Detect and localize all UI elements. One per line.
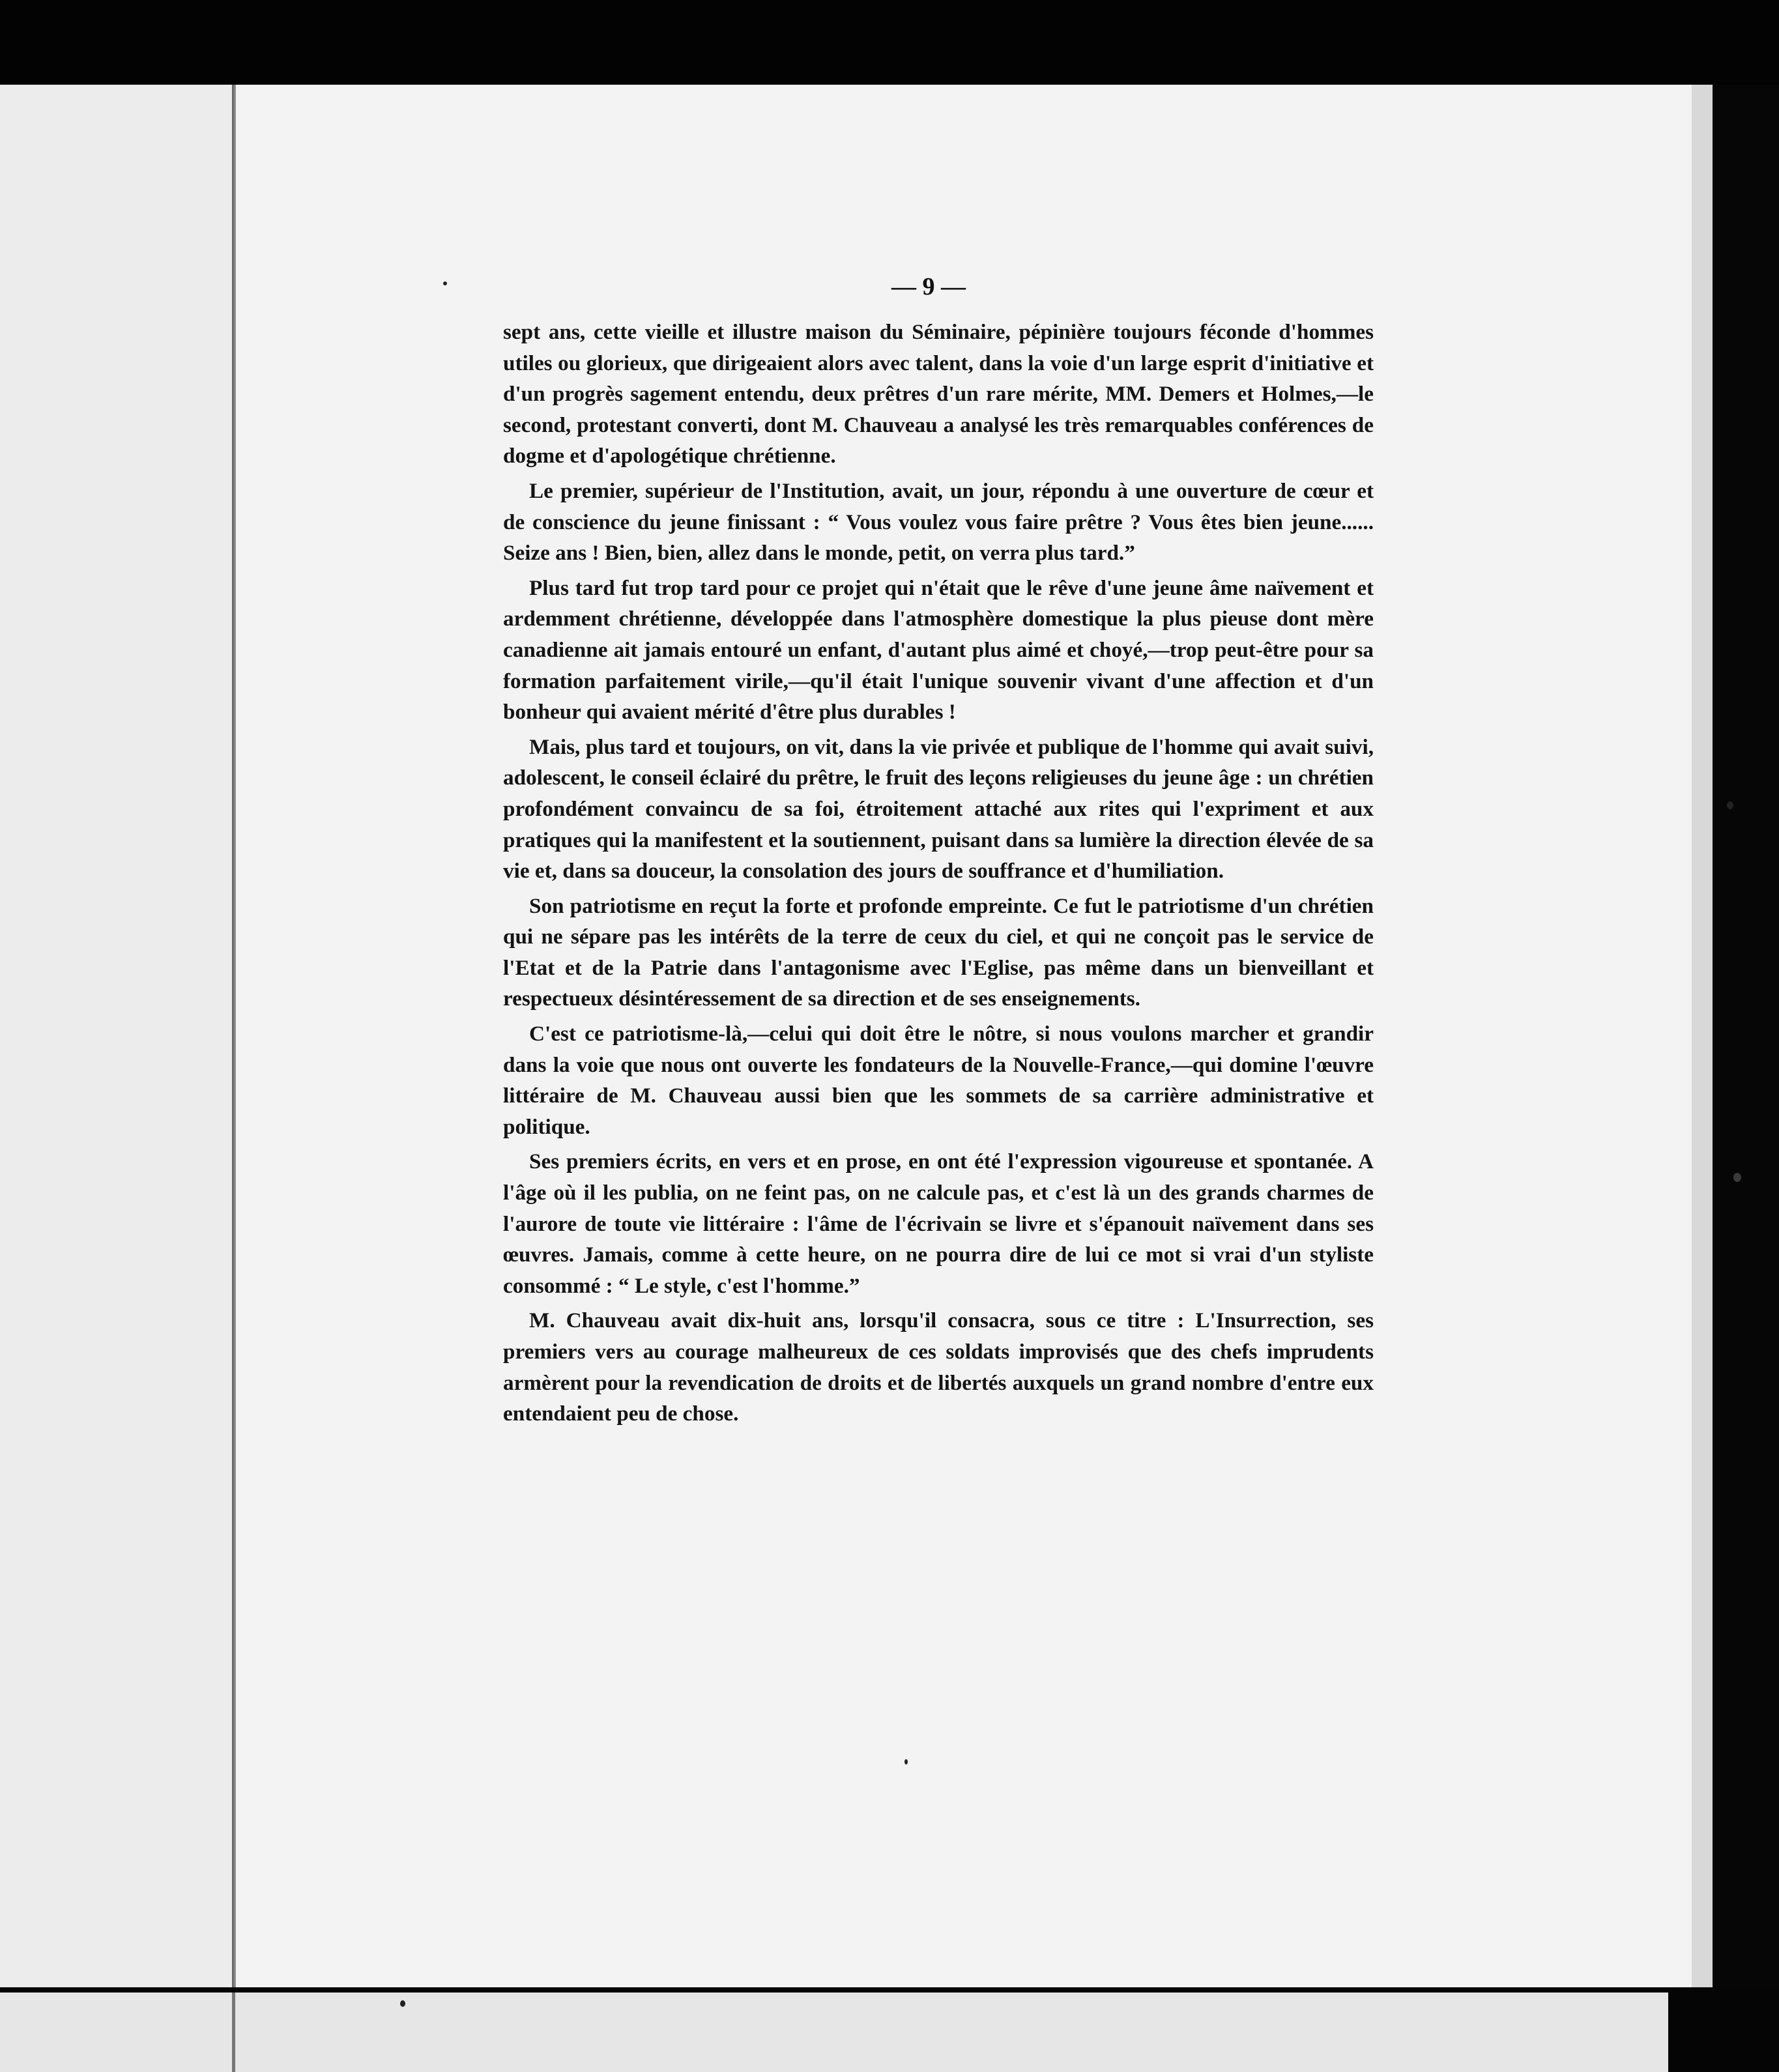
- paragraph: Plus tard fut trop tard pour ce projet qui n'était que le rêve d'une jeune âme naïvement et ardemment chrétienne, développée dans l'atmosphère domestique la plus pieuse dont mère canadienne ait jamais entouré un enfant, d'autant plus aimé et choyé,—trop peut-être pour sa formation parfaitement virile,—qu'il était l'unique souvenir vivant d'une affection et d'un bonheur qui avaient mérité d'être plus durables !: [503, 575, 1374, 725]
- binding-fold-line: [232, 85, 236, 1987]
- left-margin-panel: [0, 85, 232, 1987]
- body-text: [503, 317, 1374, 1433]
- next-sheet-edge: [0, 1993, 1668, 2072]
- next-sheet-fold: [232, 1993, 235, 2072]
- dust-speck: [904, 1759, 908, 1764]
- paragraph: M. Chauveau avait dix-huit ans, lorsqu'il consacra, sous ce titre : L'Insurrection, ses premiers vers au courage malheureux de ces soldats improvisés que des chefs imprudents armèrent pour la revendication de droits et de libertés auxquels un grand nombre d'entre eux entendaient peu de chose.: [503, 1308, 1374, 1426]
- dust-speck: [443, 281, 447, 285]
- page-number: — 9 —: [891, 273, 966, 300]
- paragraph: Ses premiers écrits, en vers et en prose, en ont été l'expression vigoureuse et spontanée. A l'âge où il les publia, on ne feint pas, on ne calcule pas, et c'est là un des grands charmes de l'aurore de toute vie littéraire : l'âme de l'écrivain se livre et s'épanouit naïvement dans ses œuvres. Jamais, comme à cette heure, on ne pourra dire de lui ce mot si vrai d'un styliste consommé : “ Le style, c'est l'homme.”: [503, 1149, 1374, 1298]
- paragraph: Le premier, supérieur de l'Institution, avait, un jour, répondu à une ouverture de cœur et de conscience du jeune finissant : “ Vous voulez vous faire prêtre ? Vous êtes bien jeune...... Seize ans ! Bien, bien, allez dans le monde, petit, on verra plus tard.”: [503, 478, 1374, 566]
- paragraph: Son patriotisme en reçut la forte et profonde empreinte. Ce fut le patriotisme d'un chrétien qui ne sépare pas les intérêts de la terre de ceux du ciel, et qui ne conçoit pas le service de l'Etat et de la Patrie dans l'antagonisme avec l'Eglise, pas même dans un bienveillant et respectueux désintéressement de sa direction et de ses enseignements.: [503, 893, 1374, 1011]
- paragraph: Mais, plus tard et toujours, on vit, dans la vie privée et publique de l'homme qui avait suivi, adolescent, le conseil éclairé du prêtre, le fruit des leçons religieuses du jeune âge : un chrétien profondément convaincu de sa foi, étroitement attaché aux rites qui l'expriment et aux pratiques qui la manifestent et la soutiennent, puisant dans sa lumière la direction élevée de sa vie et, dans sa douceur, la consolation des jours de souffrance et d'humiliation.: [503, 734, 1374, 884]
- paragraph: sept ans, cette vieille et illustre maison du Séminaire, pépinière toujours féconde d'hommes utiles ou glorieux, que dirigeaient alors avec talent, dans la voie d'un large esprit d'initiative et d'un progrès sagement entendu, deux prêtres d'un rare mérite, MM. Demers et Holmes,—le second, protestant converti, dont M. Chauveau a analysé les très remarquables conférences de dogme et d'apologétique chrétienne.: [503, 320, 1374, 468]
- scan-top-border: [0, 0, 1779, 85]
- right-page-edge: [1692, 85, 1713, 1987]
- paragraph: C'est ce patriotisme-là,—celui qui doit être le nôtre, si nous voulons marcher et grandir dans la voie que nous ont ouverte les fondateurs de la Nouvelle-France,—qui domine l'œuvre littéraire de M. Chauveau aussi bien que les sommets de sa carrière administrative et politique.: [503, 1022, 1374, 1139]
- dust-speck: [1733, 1173, 1741, 1182]
- dust-speck: [1727, 801, 1733, 809]
- dust-speck: [400, 2000, 405, 2007]
